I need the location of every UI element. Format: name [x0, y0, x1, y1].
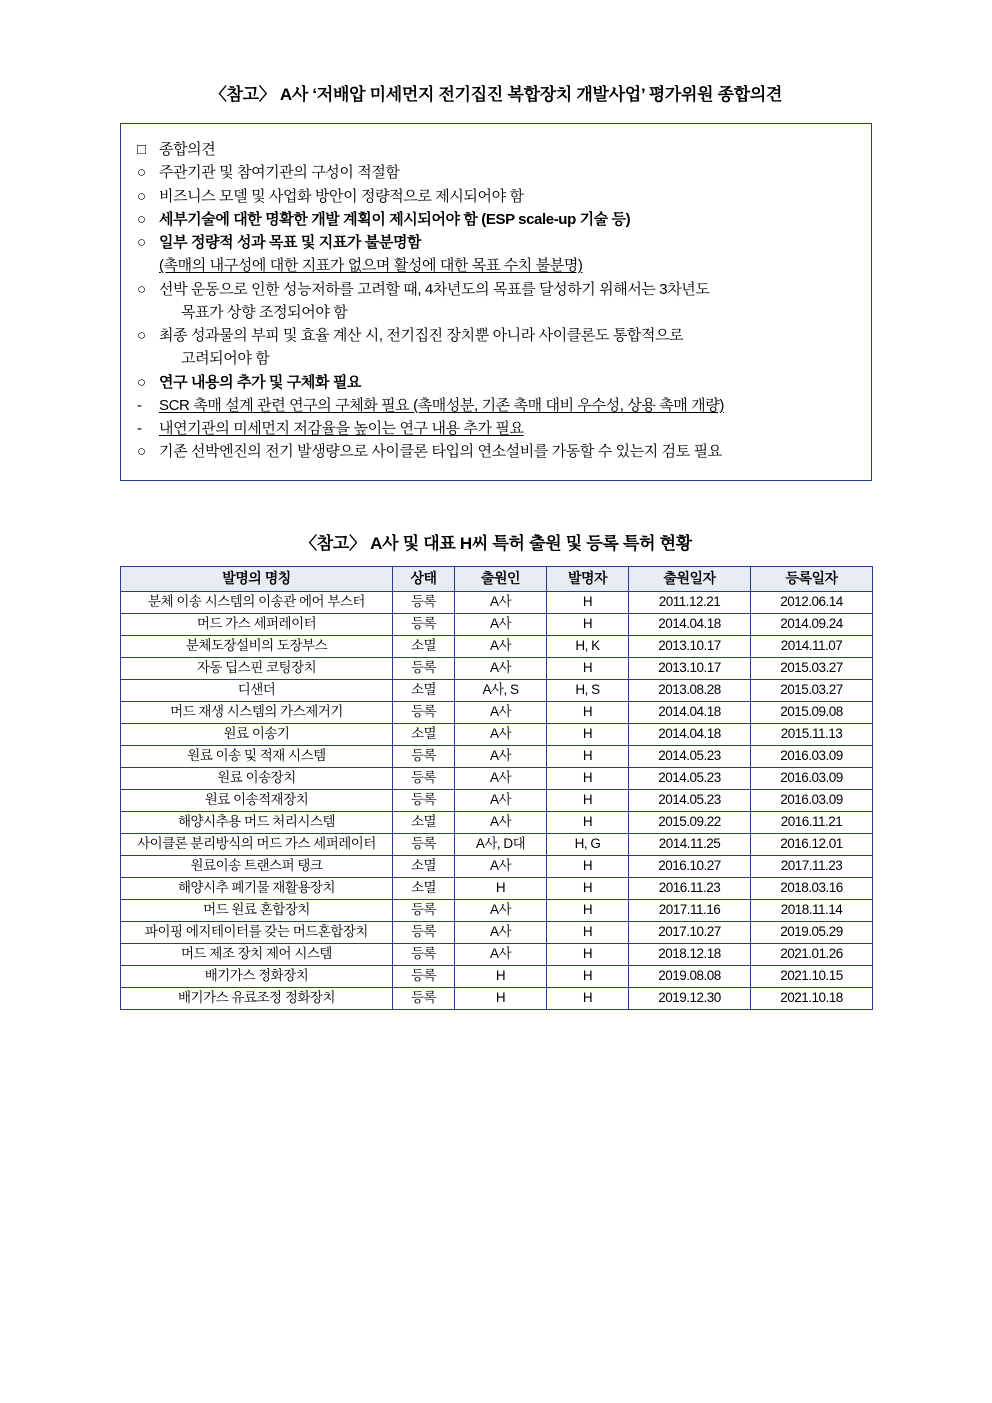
patent-inventor: H, K	[547, 635, 629, 657]
opinion-note-text: (촉매의 내구성에 대한 지표가 없으며 활성에 대한 목표 수치 불분명)	[159, 257, 583, 275]
patent-registration-date: 2016.03.09	[751, 767, 873, 789]
patent-inventor: H	[547, 789, 629, 811]
patent-registration-date: 2021.10.18	[751, 987, 873, 1009]
table-row	[121, 899, 873, 921]
patent-inventor: H	[547, 613, 629, 635]
patent-state: 등록	[393, 657, 455, 679]
patent-applicant: A사	[455, 657, 547, 679]
opinion-heading-label: 종합의견	[159, 141, 216, 158]
opinion-item	[137, 231, 855, 254]
opinion-item-text: 기존 선박엔진의 전기 발생량으로 사이클론 타입의 연소설비를 가동할 수 있는지 검토 필요	[159, 443, 722, 461]
patent-name: 원료 이송장치	[121, 767, 393, 789]
table-row	[121, 811, 873, 833]
patent-inventor: H, S	[547, 679, 629, 701]
patent-inventor: H, G	[547, 833, 629, 855]
bullet-circle-icon: ○	[137, 187, 146, 205]
patent-name: 머드 가스 세퍼레이터	[121, 613, 393, 635]
patent-state: 등록	[393, 701, 455, 723]
section1-title: 〈참고〉 A사 ‘저배압 미세먼지 전기집진 복합장치 개발사업’ 평가위원 종합의견	[209, 85, 783, 104]
patent-table	[120, 566, 873, 1010]
patent-applicant: A사	[455, 613, 547, 635]
patent-applicant: H	[455, 877, 547, 899]
patent-inventor: H	[547, 657, 629, 679]
patent-registration-date: 2014.11.07	[751, 635, 873, 657]
patent-name: 디샌더	[121, 679, 393, 701]
patent-filing-date: 2013.10.17	[629, 657, 751, 679]
bullet-circle-icon: ○	[137, 280, 146, 298]
patent-state: 소멸	[393, 811, 455, 833]
bullet-circle-icon: ○	[137, 373, 146, 391]
patent-filing-date: 2019.08.08	[629, 965, 751, 987]
patent-inventor: H	[547, 987, 629, 1009]
patent-applicant: A사	[455, 701, 547, 723]
patent-filing-date: 2014.04.18	[629, 723, 751, 745]
patent-applicant: A사	[455, 943, 547, 965]
patent-inventor: H	[547, 591, 629, 613]
opinion-item-text: 일부 정량적 성과 목표 및 지표가 불분명함	[159, 234, 422, 251]
patent-name: 사이클론 분리방식의 머드 가스 세퍼레이터	[121, 833, 393, 855]
opinion-item-text: 연구 내용의 추가 및 구체화 필요	[159, 373, 362, 391]
bullet-circle-icon: ○	[137, 164, 146, 182]
patent-name: 원료 이송적재장치	[121, 789, 393, 811]
table-row	[121, 591, 873, 613]
table-row	[121, 943, 873, 965]
opinion-item	[137, 371, 855, 394]
opinion-dash-item	[137, 394, 855, 417]
patent-filing-date: 2015.09.22	[629, 811, 751, 833]
patent-filing-date: 2017.10.27	[629, 921, 751, 943]
column-header-registration-date: 등록일자	[751, 566, 873, 591]
patent-filing-date: 2014.11.25	[629, 833, 751, 855]
column-header-inventor: 발명자	[547, 566, 629, 591]
opinion-heading	[137, 138, 855, 161]
patent-name: 원료 이송 및 적재 시스템	[121, 745, 393, 767]
table-row	[121, 833, 873, 855]
patent-name: 머드 원료 혼합장치	[121, 899, 393, 921]
patent-name: 배기가스 유료조정 정화장치	[121, 987, 393, 1009]
opinion-dash-text: SCR 촉매 설계 관련 연구의 구체화 필요 (촉매성분, 기존 촉매 대비 우수성, 상용 촉매 개량)	[159, 396, 724, 414]
table-row	[121, 855, 873, 877]
opinion-item	[137, 440, 855, 463]
patent-filing-date: 2013.08.28	[629, 679, 751, 701]
patent-state: 등록	[393, 921, 455, 943]
table-row	[121, 877, 873, 899]
patent-registration-date: 2016.03.09	[751, 745, 873, 767]
opinion-item	[137, 161, 855, 184]
opinion-item-text-cont: 고려되어야 함	[181, 350, 270, 368]
opinion-box	[120, 123, 872, 481]
patent-filing-date: 2014.05.23	[629, 767, 751, 789]
patent-filing-date: 2014.04.18	[629, 701, 751, 723]
patent-state: 소멸	[393, 635, 455, 657]
patent-registration-date: 2017.11.23	[751, 855, 873, 877]
patent-state: 등록	[393, 745, 455, 767]
column-header-filing-date: 출원일자	[629, 566, 751, 591]
opinion-dash-item	[137, 417, 855, 440]
table-row	[121, 723, 873, 745]
patent-filing-date: 2016.10.27	[629, 855, 751, 877]
opinion-item-text: 주관기관 및 참여기관의 구성이 적절함	[159, 164, 400, 182]
patent-inventor: H	[547, 811, 629, 833]
patent-inventor: H	[547, 701, 629, 723]
table-row	[121, 657, 873, 679]
patent-registration-date: 2014.09.24	[751, 613, 873, 635]
patent-filing-date: 2011.12.21	[629, 591, 751, 613]
opinion-dash-text: 내연기관의 미세먼지 저감율을 높이는 연구 내용 추가 필요	[159, 420, 524, 437]
patent-registration-date: 2015.09.08	[751, 701, 873, 723]
patent-name: 분체 이송 시스템의 이송관 에어 부스터	[121, 591, 393, 613]
patent-registration-date: 2016.03.09	[751, 789, 873, 811]
opinion-item-text: 비즈니스 모델 및 사업화 방안이 정량적으로 제시되어야 함	[159, 187, 524, 205]
patent-state: 등록	[393, 943, 455, 965]
patent-registration-date: 2015.03.27	[751, 657, 873, 679]
patent-applicant: A사	[455, 855, 547, 877]
bullet-circle-icon: ○	[137, 327, 146, 344]
dash-icon: -	[137, 420, 142, 437]
patent-applicant: A사, D대	[455, 833, 547, 855]
patent-state: 소멸	[393, 679, 455, 701]
opinion-item	[137, 278, 855, 301]
table-row	[121, 965, 873, 987]
patent-registration-date: 2018.11.14	[751, 899, 873, 921]
column-header-name: 발명의 명칭	[121, 566, 393, 591]
patent-registration-date: 2016.11.21	[751, 811, 873, 833]
patent-filing-date: 2016.11.23	[629, 877, 751, 899]
patent-name: 해양시추 폐기물 재활용장치	[121, 877, 393, 899]
patent-state: 등록	[393, 899, 455, 921]
patent-applicant: A사	[455, 921, 547, 943]
patent-inventor: H	[547, 745, 629, 767]
patent-inventor: H	[547, 767, 629, 789]
patent-inventor: H	[547, 899, 629, 921]
patent-name: 원료 이송기	[121, 723, 393, 745]
patent-state: 등록	[393, 833, 455, 855]
table-row	[121, 921, 873, 943]
patent-state: 등록	[393, 591, 455, 613]
opinion-note	[137, 254, 855, 277]
patent-inventor: H	[547, 965, 629, 987]
patent-applicant: A사	[455, 635, 547, 657]
patent-filing-date: 2017.11.16	[629, 899, 751, 921]
patent-state: 소멸	[393, 877, 455, 899]
patent-name: 자동 딥스핀 코팅장치	[121, 657, 393, 679]
patent-name: 파이핑 에지테이터를 갖는 머드혼합장치	[121, 921, 393, 943]
patent-inventor: H	[547, 855, 629, 877]
patent-applicant: A사, S	[455, 679, 547, 701]
patent-name: 원료이송 트랜스퍼 탱크	[121, 855, 393, 877]
patent-applicant: A사	[455, 767, 547, 789]
patent-filing-date: 2018.12.18	[629, 943, 751, 965]
patent-state: 등록	[393, 987, 455, 1009]
patent-applicant: H	[455, 987, 547, 1009]
column-header-applicant: 출원인	[455, 566, 547, 591]
opinion-item-text: 최종 성과물의 부피 및 효율 계산 시, 전기집진 장치뿐 아니라 사이클론도 통합적으로	[159, 327, 684, 344]
patent-registration-date: 2012.06.14	[751, 591, 873, 613]
patent-registration-date: 2018.03.16	[751, 877, 873, 899]
patent-inventor: H	[547, 723, 629, 745]
patent-applicant: A사	[455, 723, 547, 745]
patent-applicant: A사	[455, 591, 547, 613]
patent-registration-date: 2021.01.26	[751, 943, 873, 965]
patent-state: 등록	[393, 965, 455, 987]
patent-filing-date: 2014.05.23	[629, 745, 751, 767]
opinion-item-text: 선박 운동으로 인한 성능저하를 고려할 때, 4차년도의 목표를 달성하기 위해서는 3차년도	[159, 280, 710, 298]
patent-inventor: H	[547, 943, 629, 965]
patent-registration-date: 2019.05.29	[751, 921, 873, 943]
bullet-circle-icon: ○	[137, 210, 146, 228]
table-row	[121, 679, 873, 701]
opinion-item-text-cont: 목표가 상향 조정되어야 함	[181, 303, 348, 321]
patent-registration-date: 2016.12.01	[751, 833, 873, 855]
patent-name: 배기가스 정화장치	[121, 965, 393, 987]
patent-name: 분체도장설비의 도장부스	[121, 635, 393, 657]
section2-title: 〈참고〉 A사 및 대표 H씨 특허 출원 및 등록 특허 현황	[300, 533, 692, 553]
patent-applicant: A사	[455, 811, 547, 833]
dash-icon: -	[137, 396, 142, 414]
patent-inventor: H	[547, 877, 629, 899]
patent-applicant: A사	[455, 745, 547, 767]
patent-applicant: A사	[455, 899, 547, 921]
table-body	[121, 591, 873, 1009]
bullet-circle-icon: ○	[137, 443, 146, 461]
table-row	[121, 701, 873, 723]
opinion-item	[137, 185, 855, 208]
opinion-item	[137, 324, 855, 347]
column-header-state: 상태	[393, 566, 455, 591]
patent-filing-date: 2014.05.23	[629, 789, 751, 811]
patent-state: 등록	[393, 789, 455, 811]
checkbox-icon: □	[137, 141, 146, 158]
patent-registration-date: 2021.10.15	[751, 965, 873, 987]
patent-state: 소멸	[393, 723, 455, 745]
patent-filing-date: 2014.04.18	[629, 613, 751, 635]
patent-inventor: H	[547, 921, 629, 943]
patent-state: 소멸	[393, 855, 455, 877]
patent-filing-date: 2019.12.30	[629, 987, 751, 1009]
table-header-row	[121, 566, 873, 591]
patent-applicant: H	[455, 965, 547, 987]
patent-registration-date: 2015.03.27	[751, 679, 873, 701]
patent-name: 해양시추용 머드 처리시스템	[121, 811, 393, 833]
table-row	[121, 613, 873, 635]
table-row	[121, 635, 873, 657]
table-row	[121, 789, 873, 811]
patent-registration-date: 2015.11.13	[751, 723, 873, 745]
opinion-item	[137, 208, 855, 231]
bullet-circle-icon: ○	[137, 234, 146, 251]
table-row	[121, 987, 873, 1009]
opinion-item-text: 세부기술에 대한 명확한 개발 계획이 제시되어야 함 (ESP scale-up 기술 등)	[159, 210, 631, 228]
table-row	[121, 745, 873, 767]
table-row	[121, 767, 873, 789]
patent-state: 등록	[393, 767, 455, 789]
patent-filing-date: 2013.10.17	[629, 635, 751, 657]
patent-name: 머드 제조 장치 제어 시스템	[121, 943, 393, 965]
patent-name: 머드 재생 시스템의 가스제거기	[121, 701, 393, 723]
patent-applicant: A사	[455, 789, 547, 811]
patent-state: 등록	[393, 613, 455, 635]
